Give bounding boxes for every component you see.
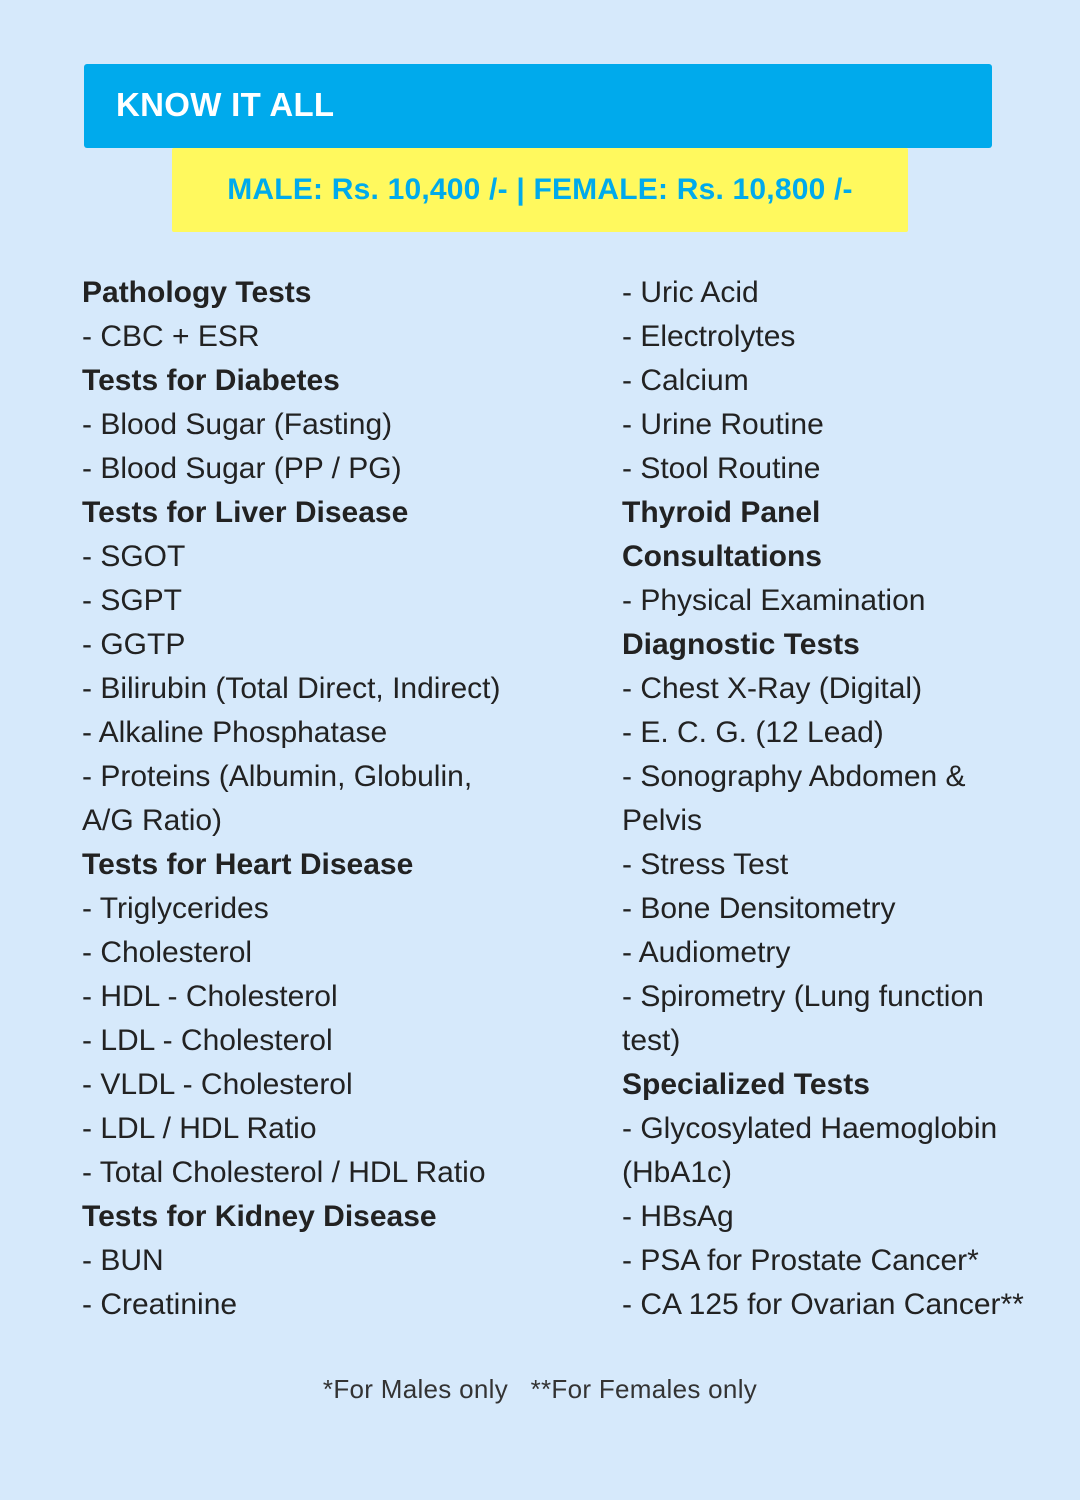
test-item: - Spirometry (Lung function (622, 980, 984, 1013)
test-item: - Electrolytes (622, 320, 796, 353)
section-heading: Tests for Diabetes (82, 364, 340, 397)
test-item: - Chest X-Ray (Digital) (622, 672, 923, 705)
left-test-column (82, 271, 582, 1327)
test-item: - Triglycerides (82, 892, 269, 925)
test-item: - CA 125 for Ovarian Cancer** (622, 1288, 1024, 1321)
test-item: Pelvis (622, 804, 703, 837)
test-item: - Bilirubin (Total Direct, Indirect) (82, 672, 501, 705)
test-item: - Creatinine (82, 1288, 238, 1321)
price-text: MALE: Rs. 10,400 /- | FEMALE: Rs. 10,800 /- (227, 173, 853, 206)
test-item: - Proteins (Albumin, Globulin, (82, 760, 473, 793)
test-item: - LDL / HDL Ratio (82, 1112, 317, 1145)
test-item: test) (622, 1024, 681, 1057)
test-item: - Stool Routine (622, 452, 821, 485)
title-banner (84, 64, 992, 148)
test-item: - Blood Sugar (PP / PG) (82, 452, 402, 485)
test-item: - VLDL - Cholesterol (82, 1068, 353, 1101)
test-item: - Bone Densitometry (622, 892, 896, 925)
section-heading: Tests for Kidney Disease (82, 1200, 437, 1233)
test-item: - Audiometry (622, 936, 791, 969)
test-item: - HBsAg (622, 1200, 734, 1233)
footnote: *For Males only **For Females only (322, 1374, 758, 1404)
test-item: - HDL - Cholesterol (82, 980, 338, 1013)
section-heading: Specialized Tests (622, 1068, 870, 1101)
test-item: - GGTP (82, 628, 186, 661)
test-item: - Glycosylated Haemoglobin (622, 1112, 998, 1145)
test-item: (HbA1c) (622, 1156, 733, 1189)
price-banner (172, 148, 908, 232)
test-item: - Sonography Abdomen & (622, 760, 966, 793)
test-item: - LDL - Cholesterol (82, 1024, 333, 1057)
page-title: KNOW IT ALL (116, 86, 335, 123)
section-heading: Consultations (622, 540, 822, 573)
test-item: - E. C. G. (12 Lead) (622, 716, 884, 749)
section-heading: Tests for Heart Disease (82, 848, 414, 881)
section-heading: Tests for Liver Disease (82, 496, 409, 529)
test-item: - Physical Examination (622, 584, 926, 617)
test-item: - Total Cholesterol / HDL Ratio (82, 1156, 486, 1189)
right-test-column (622, 271, 1072, 1327)
test-item: - Calcium (622, 364, 749, 397)
section-heading: Thyroid Panel (622, 496, 821, 529)
test-item: - Uric Acid (622, 276, 759, 309)
test-item: - PSA for Prostate Cancer* (622, 1244, 979, 1277)
test-item: - BUN (82, 1244, 164, 1277)
section-heading: Pathology Tests (82, 276, 312, 309)
test-item: - CBC + ESR (82, 320, 260, 353)
test-item: - Urine Routine (622, 408, 824, 441)
test-item: - SGOT (82, 540, 186, 573)
test-item: - Stress Test (622, 848, 789, 881)
test-item: - Alkaline Phosphatase (82, 716, 388, 749)
test-item: - Blood Sugar (Fasting) (82, 408, 393, 441)
test-item: A/G Ratio) (82, 804, 223, 837)
test-item: - Cholesterol (82, 936, 253, 969)
section-heading: Diagnostic Tests (622, 628, 860, 661)
test-item: - SGPT (82, 584, 183, 617)
